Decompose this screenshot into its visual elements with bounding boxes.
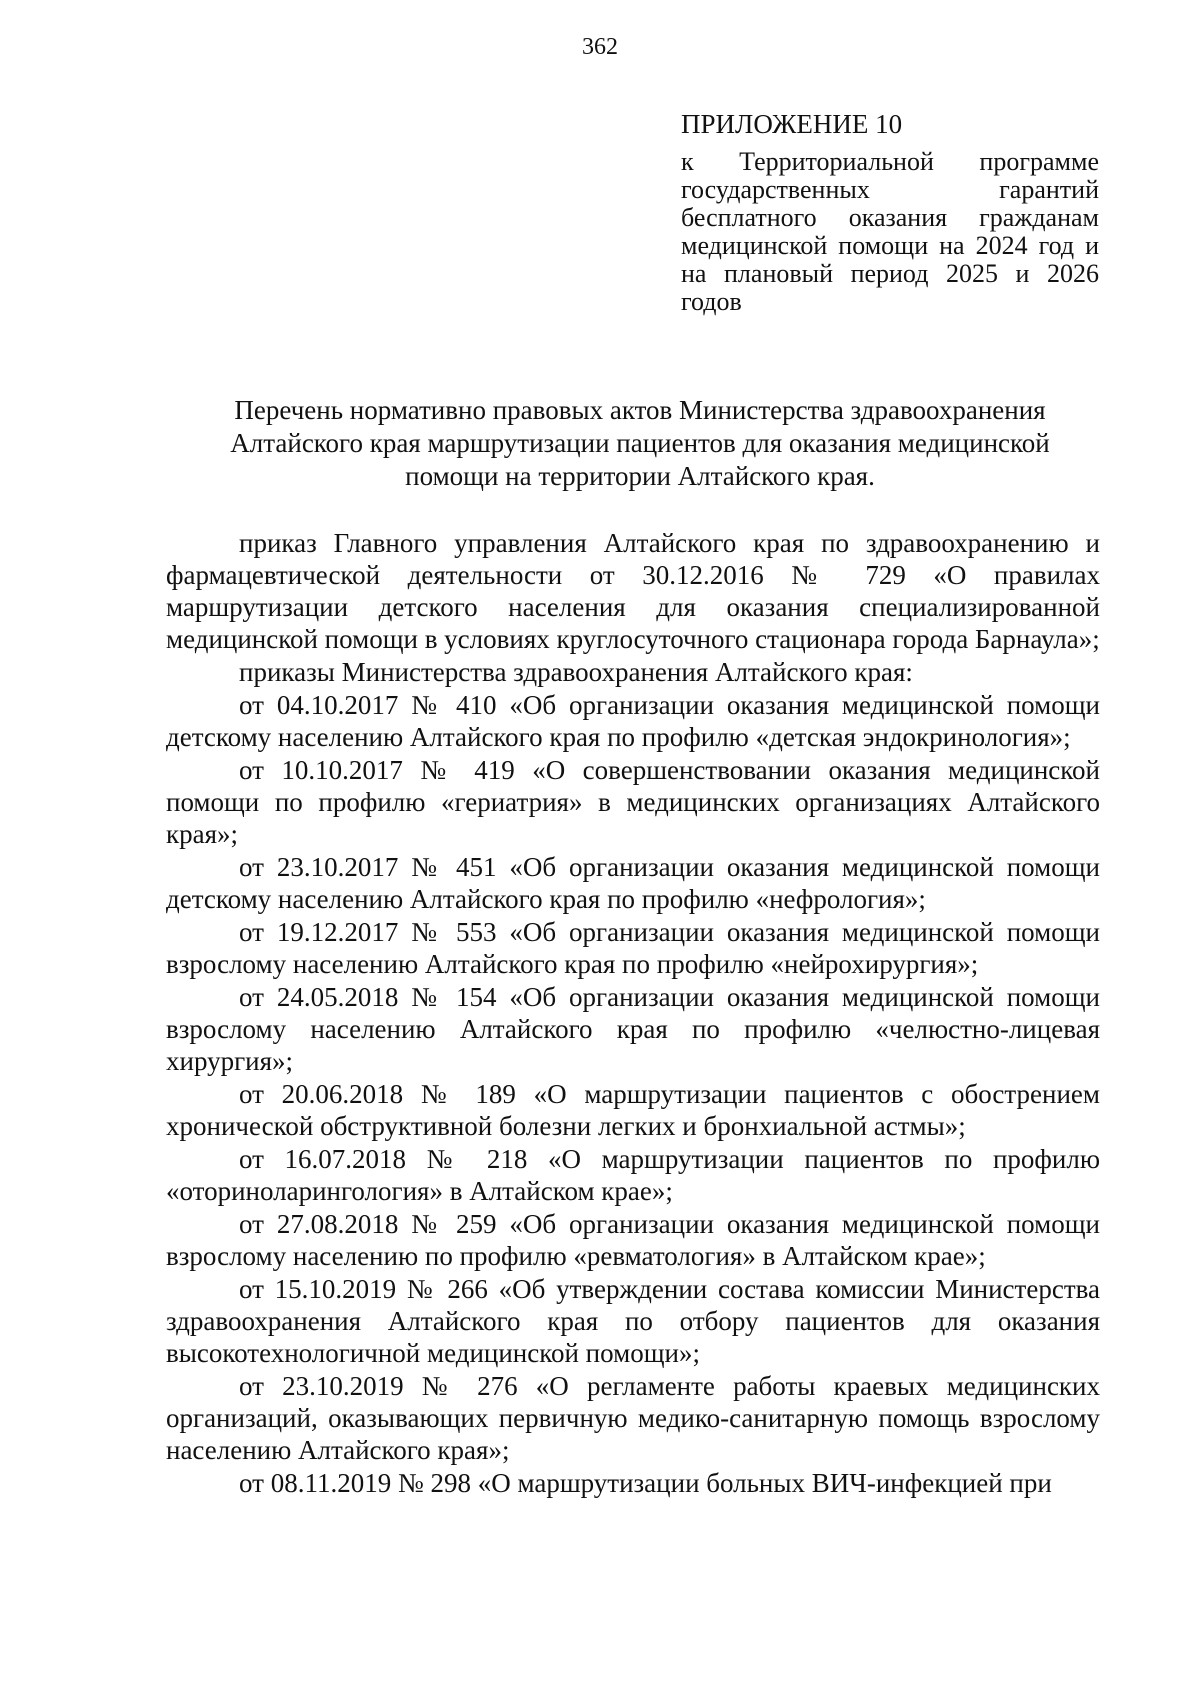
paragraph: от 16.07.2018 № 218 «О маршрутизации пациентов по профилю «оториноларингология» в Алтайском крае»;	[166, 1144, 1100, 1206]
appendix-subtitle: к Территориальной программе государственных гарантий бесплатного оказания гражданам медицинской помощи на 2024 год и на плановый период 2025 и 2026 годов	[681, 147, 1099, 316]
appendix-header	[681, 108, 1099, 316]
appendix-title: ПРИЛОЖЕНИЕ 10	[681, 109, 903, 139]
paragraph: от 23.10.2019 № 276 «О регламенте работы краевых медицинских организаций, оказывающих первичную медико-санитарную помощь взрослому населению Алтайского края»;	[166, 1371, 1100, 1465]
document-title-line: помощи на территории Алтайского края.	[405, 461, 875, 491]
paragraph: от 27.08.2018 № 259 «Об организации оказания медицинской помощи взрослому населению по профилю «ревматология» в Алтайском крае»;	[166, 1209, 1100, 1271]
paragraph: приказ Главного управления Алтайского края по здравоохранению и фармацевтической деятельности от 30.12.2016 № 729 «О правилах маршрутизации детского населения для оказания специализированной медицинской помощи в условиях круглосуточного стационара города Барнаула»;	[166, 528, 1100, 654]
paragraph: от 08.11.2019 № 298 «О маршрутизации больных ВИЧ-инфекцией при	[239, 1468, 1052, 1498]
paragraph: от 10.10.2017 № 419 «О совершенствовании оказания медицинской помощи по профилю «гериатрия» в медицинских организациях Алтайского края»;	[166, 755, 1100, 849]
document-body	[166, 527, 1100, 1500]
paragraph: от 19.12.2017 № 553 «Об организации оказания медицинской помощи взрослому населению Алтайского края по профилю «нейрохирургия»;	[166, 917, 1100, 979]
paragraph: от 15.10.2019 № 266 «Об утверждении состава комиссии Министерства здравоохранения Алтайского края по отбору пациентов для оказания высокотехнологичной медицинской помощи»;	[166, 1274, 1100, 1368]
document-title-line: Алтайского края маршрутизации пациентов для оказания медицинской	[230, 428, 1050, 458]
paragraph: от 04.10.2017 № 410 «Об организации оказания медицинской помощи детскому населению Алтайского края по профилю «детская эндокринология»;	[166, 690, 1100, 752]
document-title	[160, 394, 1120, 493]
page-number: 362	[582, 34, 618, 60]
paragraph: приказы Министерства здравоохранения Алтайского края:	[239, 657, 913, 687]
paragraph: от 23.10.2017 № 451 «Об организации оказания медицинской помощи детскому населению Алтайского края по профилю «нефрология»;	[166, 852, 1100, 914]
document-title-line: Перечень нормативно правовых актов Министерства здравоохранения	[234, 395, 1046, 425]
paragraph: от 24.05.2018 № 154 «Об организации оказания медицинской помощи взрослому населению Алтайского края по профилю «челюстно-лицевая хирургия»;	[166, 982, 1100, 1076]
paragraph: от 20.06.2018 № 189 «О маршрутизации пациентов с обострением хронической обструктивной болезни легких и бронхиальной астмы»;	[166, 1079, 1100, 1141]
